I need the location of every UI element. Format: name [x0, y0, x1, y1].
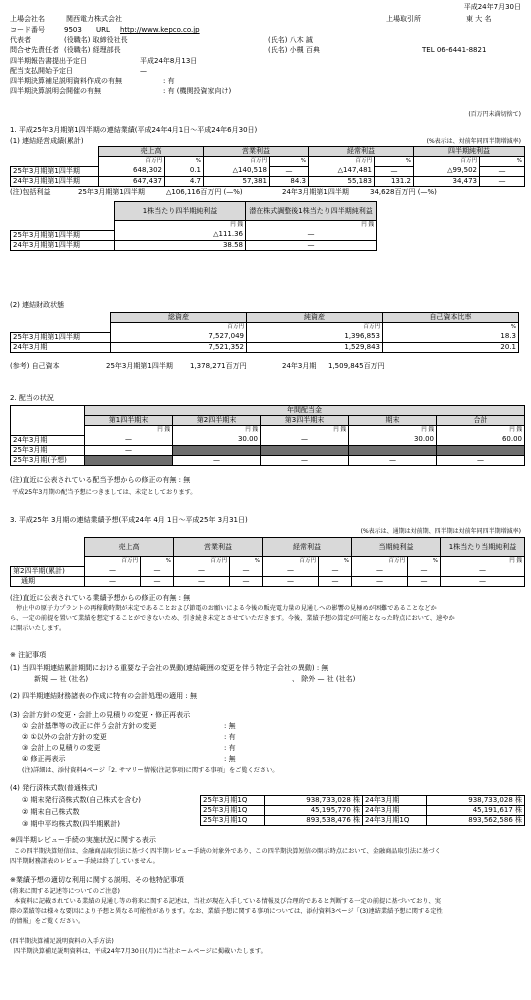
table-row — [201, 796, 525, 806]
contact-name: (氏名) 小槻 百典 — [268, 46, 320, 54]
cell: — — [141, 576, 174, 586]
cell: 648,302 — [99, 166, 165, 176]
shares-table — [200, 795, 525, 826]
cell: 30.00 — [173, 435, 261, 445]
comprehensive-income-v2: 34,628百万円 (—%) — [370, 188, 437, 196]
cell: — — [246, 230, 377, 240]
cell: — — [261, 455, 349, 465]
row-label: 24年3月期第1四半期 — [11, 176, 99, 186]
forecast-table — [10, 537, 525, 587]
forecast-note3: ら、一定の前提を置いて業績を想定することができないため、引き続き未定とさせていただきます。今後、業績予想の算定が可能となった時点において、速やか — [10, 615, 455, 622]
unit: % — [408, 557, 441, 567]
table-row — [11, 576, 525, 586]
note-item1-new: 新規 — 社 (社名) — [34, 675, 89, 683]
section3-title: 3. 平成25年 3月期の連結業績予想(平成24年 4月 1日～平成25年 3月31日) — [10, 516, 248, 524]
unit: 百万円 — [263, 557, 319, 567]
review-title: ※四半期レビュー手続の実施状況に関する表示 — [10, 836, 156, 844]
cell: — — [263, 576, 319, 586]
col-operating-income: 営業利益 — [174, 538, 263, 557]
cell — [85, 455, 173, 465]
review-text1: この四半期決算短信は、金融商品取引法に基づく四半期レビュー手続の対象外であり、この四半期決算短信の開示時点において、金融商品取引法に基づく — [14, 848, 441, 855]
note-item3b: ② ①以外の会計方針の変更 — [22, 733, 107, 741]
unit: 百万円 — [309, 157, 375, 167]
comprehensive-income-p2: 24年3月期第1四半期 — [282, 188, 349, 196]
unit: % — [480, 157, 525, 167]
row-label: 25年3月期第1四半期 — [11, 332, 111, 342]
unit: % — [165, 157, 204, 167]
forecast-usage-3: 的情報」をご覧ください。 — [10, 918, 85, 925]
unit: 円 銭 — [349, 426, 437, 436]
col-total: 合計 — [437, 416, 525, 426]
comprehensive-income-v1: △106,116百万円 (—%) — [166, 188, 243, 196]
forecast-usage-title: ※業績予想の適切な利用に関する説明、その他特記事項 — [10, 876, 184, 884]
cell: 0.1 — [165, 166, 204, 176]
section2-title: 2. 配当の状況 — [10, 394, 54, 402]
table-row — [11, 566, 525, 576]
row-label: 25年3月期(予想) — [11, 455, 85, 465]
cell: — — [375, 166, 414, 176]
col-eps: 1株当たり四半期純利益 — [115, 202, 246, 221]
cell: — — [230, 576, 263, 586]
cell: 20.1 — [383, 342, 519, 352]
cell: 57,381 — [204, 176, 270, 186]
col-year-end: 期末 — [349, 416, 437, 426]
note-item3b-value: : 有 — [224, 733, 236, 741]
col-net-assets: 純資産 — [247, 313, 383, 323]
cell: 1,529,843 — [247, 342, 383, 352]
cell: 30.00 — [349, 435, 437, 445]
note-item3-detail: (注)詳細は、添付資料4ページ「2. サマリー情報(注記事項)に関する事項」をご覧ください。 — [22, 767, 279, 774]
table-row — [11, 230, 377, 240]
table-row — [11, 240, 377, 250]
supp-material-label: 四半期決算補足説明資料作成の有無 — [10, 77, 122, 85]
row-label: 25年3月期 — [11, 445, 85, 455]
table-row — [11, 166, 525, 176]
unit: 円 銭 — [115, 221, 246, 231]
note-item1: (1) 当四半期連結累計期間における重要な子会社の異動(連結範囲の変更を伴う特定子会社の異動) : 無 — [10, 664, 329, 672]
cell — [173, 445, 261, 455]
col-ordinary-income: 経常利益 — [309, 147, 414, 157]
cell: 45,191,617 株 — [427, 806, 525, 816]
col-q1-end: 第1四半期末 — [85, 416, 173, 426]
exchange-label: 上場取引所 — [386, 15, 421, 23]
cell: 893,562,586 株 — [427, 816, 525, 826]
briefing-value: : 有 (機関投資家向け) — [163, 87, 232, 95]
note-item3d: ④ 修正再表示 — [22, 755, 66, 763]
note-item3a-value: : 無 — [224, 722, 236, 730]
cell: 1,396,853 — [247, 332, 383, 342]
cell: 938,733,028 株 — [265, 796, 363, 806]
notes-title: ※ 注記事項 — [10, 651, 47, 659]
forecast-note4: に開示いたします。 — [10, 625, 66, 632]
dividend-date-value: — — [140, 67, 147, 75]
cell: △111.36 — [115, 230, 246, 240]
unit: 百万円 — [414, 157, 480, 167]
equity-p1: 25年3月期第1四半期 — [106, 362, 173, 370]
section1-sub1: (1) 連結経営成績(累計) — [10, 137, 84, 145]
row-label: 25年3月期第1四半期 — [11, 166, 99, 176]
shares-label-2: ② 期末自己株式数 — [22, 808, 80, 816]
table-row — [11, 176, 525, 186]
briefing-label: 四半期決算説明会開催の有無 — [10, 87, 101, 95]
cell: — — [85, 566, 141, 576]
table-row — [11, 445, 525, 455]
note-item1-excl: 、 除外 — 社 (社名) — [292, 675, 356, 683]
forecast-note: (注)直近に公表されている業績予想からの修正の有無 : 無 — [10, 594, 191, 602]
contact-title: (役職名) 経理部長 — [64, 46, 121, 54]
cell: 24年3月期1Q — [363, 816, 427, 826]
forecast-note2: 停止中の原子力プラントの再稼動時期が未定であることおよび節電のお願いによる今後の販売電力量の見通しへの影響の見極めが困難であることなどか — [16, 605, 437, 612]
cell: △140,518 — [204, 166, 270, 176]
cell: 55,183 — [309, 176, 375, 186]
annual-dividend-header: 年間配当金 — [85, 406, 525, 416]
company-label: 上場会社名 — [10, 15, 45, 23]
code-label: コード番号 — [10, 26, 45, 34]
col-equity-ratio: 自己資本比率 — [383, 313, 519, 323]
unit: 百万円 — [85, 557, 141, 567]
cell: — — [408, 576, 441, 586]
url-link[interactable]: http://www.kepco.co.jp — [120, 26, 200, 34]
unit: 円 銭 — [261, 426, 349, 436]
cell: — — [349, 455, 437, 465]
cell: 25年3月期1Q — [201, 806, 265, 816]
section3-pct-note: (%表示は、通期は対前期、四半期は対前年同四半期増減率) — [360, 528, 521, 535]
cell: 25年3月期1Q — [201, 816, 265, 826]
cell: — — [352, 576, 408, 586]
exchange-value: 東 大 名 — [466, 15, 492, 23]
cell: — — [319, 576, 352, 586]
dividend-note: (注)直近に公表されている配当予想からの修正の有無 : 無 — [10, 476, 191, 484]
cell: — — [85, 435, 173, 445]
equity-v1: 1,378,271百万円 — [190, 362, 247, 370]
col-eps: 1株当たり当期純利益 — [441, 538, 525, 557]
row-label: 25年3月期第1四半期 — [11, 230, 115, 240]
cell — [437, 445, 525, 455]
supp-material-value: : 有 — [163, 77, 175, 85]
comprehensive-income-label: (注)包括利益 — [10, 188, 51, 196]
unit: 百万円 — [352, 557, 408, 567]
forecast-usage-sub: (将来に関する記述等についてのご注意) — [10, 888, 120, 895]
cell: 131.2 — [375, 176, 414, 186]
report-date-value: 平成24年8月13日 — [140, 57, 198, 65]
unit-note: (百万円未満切捨て) — [468, 111, 521, 118]
dividend-note2: 平成25年3月期の配当予想につきましては、未定としております。 — [12, 489, 197, 496]
cell: 7,527,049 — [111, 332, 247, 342]
cell: — — [85, 445, 173, 455]
supp-material-title: (四半期決算補足説明資料の入手方法) — [10, 938, 114, 945]
note-item4: (4) 発行済株式数(普通株式) — [10, 784, 98, 792]
table-row — [11, 435, 525, 445]
cell: — — [319, 566, 352, 576]
unit: 百万円 — [204, 157, 270, 167]
cell — [349, 445, 437, 455]
forecast-usage-1: 本資料に記載されている業績の見通し等の将来に関する記述は、当社が現在入手している情報及び合理的であると判断する一定の前提に基づいており、実 — [14, 898, 441, 905]
col-sales: 売上高 — [85, 538, 174, 557]
unit: 百万円 — [99, 157, 165, 167]
unit: % — [141, 557, 174, 567]
col-q3-end: 第3四半期末 — [261, 416, 349, 426]
report-date: 平成24年7月30日 — [463, 3, 521, 11]
cell: 24年3月期 — [363, 806, 427, 816]
unit: % — [230, 557, 263, 567]
cell: — — [263, 566, 319, 576]
cell: △147,481 — [309, 166, 375, 176]
cell: 18.3 — [383, 332, 519, 342]
unit: 円 銭 — [85, 426, 173, 436]
cell: 938,733,028 株 — [427, 796, 525, 806]
financial-position-table — [10, 312, 519, 353]
cell: — — [141, 566, 174, 576]
cell: 84.3 — [270, 176, 309, 186]
section1-sub2: (2) 連結財政状態 — [10, 301, 65, 309]
unit: 円 銭 — [173, 426, 261, 436]
col-net-income: 当期純利益 — [352, 538, 441, 557]
cell: 60.00 — [437, 435, 525, 445]
equity-label: (参考) 自己資本 — [10, 362, 60, 370]
unit: % — [319, 557, 352, 567]
cell: 7,521,352 — [111, 342, 247, 352]
contact-tel: TEL 06-6441-8821 — [422, 46, 487, 54]
cell: — — [441, 566, 525, 576]
note-item3d-value: : 無 — [224, 755, 236, 763]
equity-v2: 1,509,845百万円 — [328, 362, 385, 370]
table-row — [201, 806, 525, 816]
col-ordinary-income: 経常利益 — [263, 538, 352, 557]
unit: 円 銭 — [441, 557, 525, 567]
unit: % — [383, 323, 519, 333]
cell: 45,195,770 株 — [265, 806, 363, 816]
unit: 円 銭 — [246, 221, 377, 231]
note-item2: (2) 四半期連結財務諸表の作成に特有の会計処理の適用 : 無 — [10, 692, 197, 700]
equity-p2: 24年3月期 — [282, 362, 317, 370]
cell — [261, 445, 349, 455]
rep-label: 代表者 — [10, 36, 31, 44]
dividend-table — [10, 405, 525, 466]
unit: 円 銭 — [437, 426, 525, 436]
cell: — — [85, 576, 141, 586]
cell: — — [408, 566, 441, 576]
rep-title: (役職名) 取締役社長 — [64, 36, 128, 44]
col-net-income: 四半期純利益 — [414, 147, 525, 157]
cell: — — [230, 566, 263, 576]
table-row — [11, 332, 519, 342]
operating-results-table — [10, 146, 525, 187]
note-item3a: ① 会計基準等の改正に伴う会計方針の変更 — [22, 722, 157, 730]
table-row — [201, 816, 525, 826]
note-item3c-value: : 有 — [224, 744, 236, 752]
col-sales: 売上高 — [99, 147, 204, 157]
unit: % — [375, 157, 414, 167]
contact-label: 問合せ先責任者 — [10, 46, 59, 54]
comprehensive-income-p1: 25年3月期第1四半期 — [78, 188, 145, 196]
section1-title: 1. 平成25年3月期第1四半期の連結業績(平成24年4月1日～平成24年6月30日) — [10, 126, 258, 134]
dividend-date-label: 配当支払開始予定日 — [10, 67, 73, 75]
cell: — — [480, 166, 525, 176]
cell: 34,473 — [414, 176, 480, 186]
cell: 25年3月期1Q — [201, 796, 265, 806]
company-name: 関西電力株式会社 — [66, 15, 122, 23]
cell: — — [174, 566, 230, 576]
review-text2: 四半期財務諸表のレビュー手続は終了していません。 — [10, 858, 159, 865]
section1-pct-note: (%表示は、対前年同四半期増減率) — [426, 138, 521, 145]
row-label: 24年3月期第1四半期 — [11, 240, 115, 250]
cell: — — [173, 455, 261, 465]
col-diluted-eps: 潜在株式調整後1株当たり四半期純利益 — [246, 202, 377, 221]
cell: — — [480, 176, 525, 186]
rep-name: (氏名) 八木 誠 — [268, 36, 313, 44]
col-q2-end: 第2四半期末 — [173, 416, 261, 426]
cell: 38.58 — [115, 240, 246, 250]
row-label: 通期 — [11, 576, 85, 586]
eps-table — [10, 201, 377, 251]
unit: 百万円 — [174, 557, 230, 567]
cell: — — [441, 576, 525, 586]
supp-material-text: 四半期決算補足説明資料は、平成24年7月30日(月)に当社ホームページに掲載いたします。 — [14, 948, 267, 955]
report-date-label: 四半期報告書提出予定日 — [10, 57, 87, 65]
shares-label-3: ③ 期中平均株式数(四半期累計) — [22, 820, 120, 828]
table-row — [11, 455, 525, 465]
cell: — — [352, 566, 408, 576]
shares-label-1: ① 期末発行済株式数(自己株式を含む) — [22, 796, 141, 804]
col-operating-income: 営業利益 — [204, 147, 309, 157]
cell: — — [261, 435, 349, 445]
forecast-usage-2: 際の業績等は様々な要因により予想と異なる可能性があります。なお、業績予想に関する事項については、添付資料3ページ「(3)連結業績予想に関する定性 — [10, 908, 443, 915]
row-label: 24年3月期 — [11, 435, 85, 445]
unit: 百万円 — [111, 323, 247, 333]
url-label: URL — [96, 26, 110, 34]
code-value: 9503 — [64, 26, 82, 34]
cell: 893,538,476 株 — [265, 816, 363, 826]
row-label: 24年3月期 — [11, 342, 111, 352]
cell: — — [437, 455, 525, 465]
col-total-assets: 総資産 — [111, 313, 247, 323]
cell: 4.7 — [165, 176, 204, 186]
table-row — [11, 342, 519, 352]
cell: — — [270, 166, 309, 176]
cell: — — [246, 240, 377, 250]
cell: 647,437 — [99, 176, 165, 186]
cell: 24年3月期 — [363, 796, 427, 806]
note-item3c: ③ 会計上の見積りの変更 — [22, 744, 101, 752]
row-label: 第2四半期(累計) — [11, 566, 85, 576]
unit: % — [270, 157, 309, 167]
cell: △99,502 — [414, 166, 480, 176]
cell: — — [174, 576, 230, 586]
unit: 百万円 — [247, 323, 383, 333]
note-item3: (3) 会計方針の変更・会計上の見積りの変更・修正再表示 — [10, 711, 191, 719]
